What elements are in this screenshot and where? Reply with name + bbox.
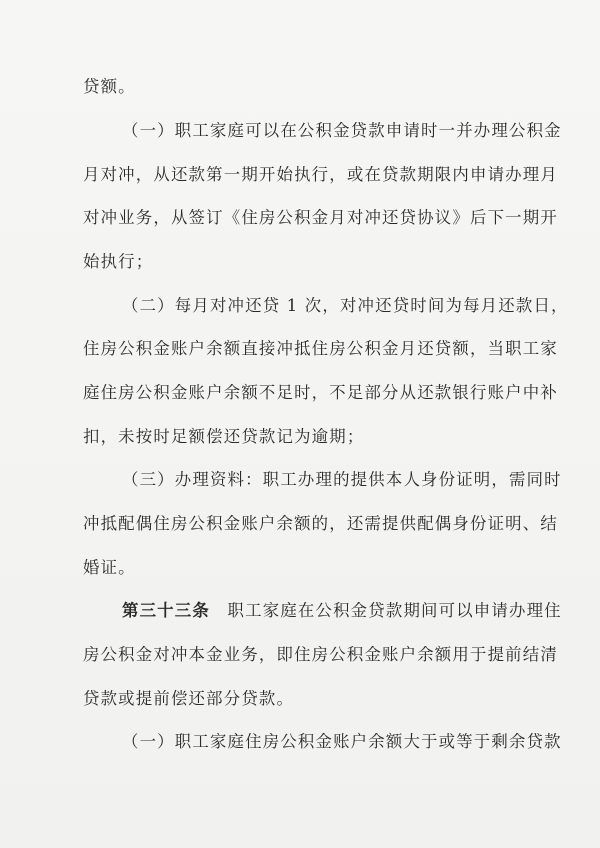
text-line: 贷额。	[83, 77, 136, 96]
text-line: 庭住房公积金账户余额不足时，不足部分从还款银行账户中补	[83, 383, 558, 402]
text-line: 扣，未按时足额偿还贷款记为逾期；	[83, 427, 365, 446]
article-heading-line: 第三十三条 职工家庭在公积金贷款期间可以申请办理住	[122, 601, 562, 620]
text-line: 月对冲，从还款第一期开始执行，或在贷款期限内申请办理月	[83, 165, 558, 184]
text-line: 始执行；	[83, 252, 154, 271]
text-line: 贷款或提前偿还部分贷款。	[83, 689, 295, 708]
text-line: 对冲业务，从签订《住房公积金月对冲还贷协议》后下一期开	[83, 208, 558, 227]
text-line: 住房公积金账户余额直接冲抵住房公积金月还贷额，当职工家	[83, 339, 558, 358]
text-line: 房公积金对冲本金业务，即住房公积金账户余额用于提前结清	[83, 645, 558, 664]
text-line: 冲抵配偶住房公积金账户余额的，还需提供配偶身份证明、结	[83, 514, 558, 533]
text-line: 婚证。	[83, 558, 136, 577]
text-line: （一）职工家庭可以在公积金贷款申请时一并办理公积金	[122, 121, 562, 140]
text-line: （二）每月对冲还贷 1 次，对冲还贷时间为每月还款日，	[122, 296, 569, 315]
article-number: 第三十三条	[122, 601, 210, 620]
text-line: （三）办理资料：职工办理的提供本人身份证明，需同时	[122, 470, 562, 489]
text-line: （一）职工家庭住房公积金账户余额大于或等于剩余贷款	[122, 732, 562, 751]
